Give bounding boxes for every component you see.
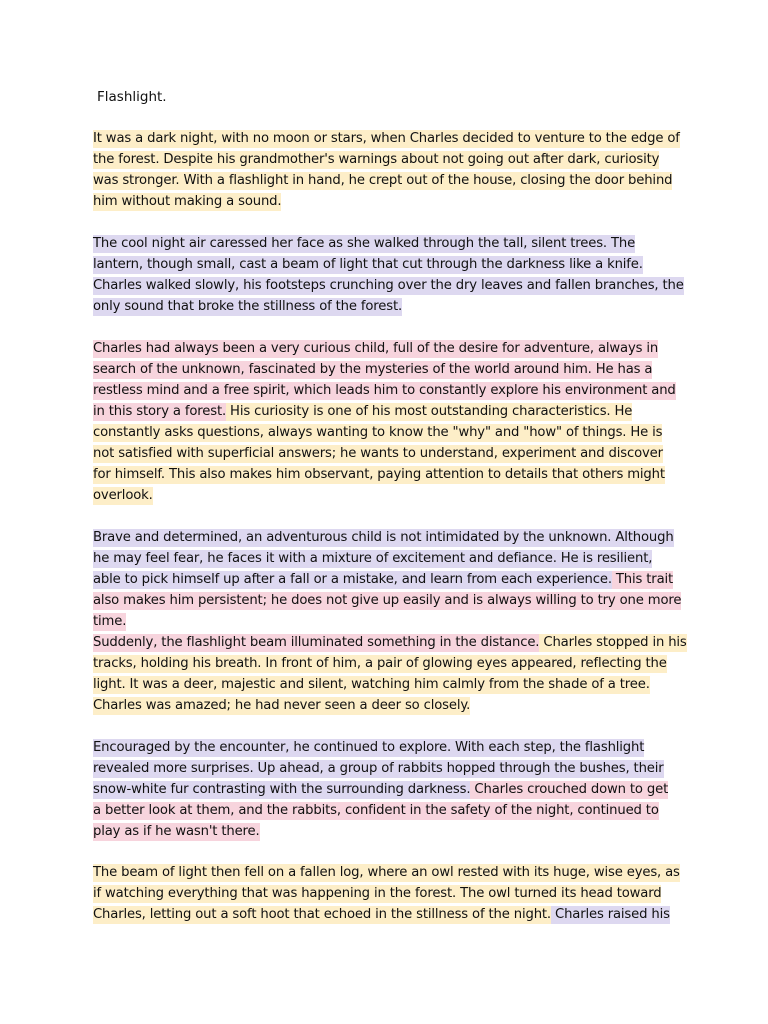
highlighted-segment-yellow: not satisfied with superficial answers; he wants to understand, experiment and discover xyxy=(93,446,663,461)
text-line xyxy=(93,233,635,254)
text-line xyxy=(93,821,260,842)
highlighted-segment-yellow: His curiosity is one of his most outstanding characteristics. He xyxy=(226,404,633,419)
highlighted-segment-purple: Charles walked slowly, his footsteps crunching over the dry leaves and fallen branches, the xyxy=(93,278,684,293)
text-line xyxy=(93,359,652,380)
highlighted-segment-yellow: Charles was amazed; he had never seen a deer so closely. xyxy=(93,698,471,713)
text-line xyxy=(93,779,668,800)
highlighted-segment-pink: also makes him persistent; he does not give up easily and is always willing to try one more xyxy=(93,593,682,608)
highlighted-segment-yellow: for himself. This also makes him observant, paying attention to details that others might xyxy=(93,467,665,482)
text-line xyxy=(93,548,652,569)
text-line xyxy=(93,674,650,695)
highlighted-segment-purple: able to pick himself up after a fall or a mistake, and learn from each experience. xyxy=(93,572,612,587)
text-line xyxy=(93,443,663,464)
highlighted-segment-yellow: him without making a sound. xyxy=(93,194,282,209)
highlighted-segment-yellow: It was a dark night, with no moon or stars, when Charles decided to venture to the edge of xyxy=(93,131,680,146)
highlighted-segment-purple: The cool night air caressed her face as she walked through the tall, silent trees. The xyxy=(93,236,636,251)
text-line xyxy=(93,800,659,821)
text-line xyxy=(93,338,658,359)
text-line xyxy=(93,611,126,632)
text-line xyxy=(93,170,672,191)
highlighted-segment-purple: Encouraged by the encounter, he continued to explore. With each step, the flashlight xyxy=(93,740,645,755)
highlighted-segment-purple: lantern, though small, cast a beam of light that cut through the darkness like a knife. xyxy=(93,257,643,272)
highlighted-segment-yellow: if watching everything that was happening in the forest. The owl turned its head toward xyxy=(93,886,662,901)
highlighted-segment-pink: a better look at them, and the rabbits, confident in the safety of the night, continued to xyxy=(93,803,659,818)
highlighted-segment-yellow: The beam of light then fell on a fallen log, where an owl rested with its huge, wise eyes, as xyxy=(93,865,680,880)
text-line xyxy=(93,569,673,590)
text-line xyxy=(93,296,402,317)
text-line xyxy=(93,191,281,212)
text-line xyxy=(93,632,687,653)
text-line xyxy=(93,422,662,443)
text-line xyxy=(93,527,674,548)
highlighted-segment-pink: time. xyxy=(93,614,127,629)
text-line xyxy=(93,758,664,779)
text-line xyxy=(93,128,680,149)
highlighted-segment-yellow: Charles stopped in his xyxy=(539,635,687,650)
highlighted-segment-yellow: constantly asks questions, always wanting to know the "why" and "how" of things. He is xyxy=(93,425,663,440)
highlighted-segment-yellow: light. It was a deer, majestic and silent, watching him calmly from the shade of a tree. xyxy=(93,677,650,692)
text-line xyxy=(93,883,661,904)
text-line xyxy=(93,254,643,275)
highlighted-segment-yellow: overlook. xyxy=(93,488,153,503)
highlighted-segment-pink: Charles had always been a very curious child, full of the desire for adventure, always in xyxy=(93,341,659,356)
highlighted-segment-yellow: tracks, holding his breath. In front of him, a pair of glowing eyes appeared, reflecting the xyxy=(93,656,667,671)
highlighted-segment-yellow: was stronger. With a flashlight in hand, he crept out of the house, closing the door behind xyxy=(93,173,673,188)
highlighted-segment-yellow: Charles, letting out a soft hoot that echoed in the stillness of the night. xyxy=(93,907,551,922)
highlighted-segment-pink: play as if he wasn't there. xyxy=(93,824,260,839)
text-line xyxy=(93,737,644,758)
text-line xyxy=(93,380,676,401)
highlighted-segment-pink: Charles crouched down to get xyxy=(470,782,669,797)
text-line xyxy=(93,401,632,422)
text-line xyxy=(93,590,681,611)
highlighted-segment-pink: restless mind and a free spirit, which leads him to constantly explore his environment and xyxy=(93,383,676,398)
highlighted-segment-purple: revealed more surprises. Up ahead, a group of rabbits hopped through the bushes, their xyxy=(93,761,664,776)
highlighted-segment-yellow: the forest. Despite his grandmother's warnings about not going out after dark, curiosity xyxy=(93,152,660,167)
highlighted-segment-pink: search of the unknown, fascinated by the mysteries of the world around him. He has a xyxy=(93,362,653,377)
text-line xyxy=(93,653,667,674)
highlighted-segment-pink: This trait xyxy=(611,572,674,587)
text-line xyxy=(93,695,470,716)
text-line xyxy=(93,485,153,506)
text-line xyxy=(93,904,670,925)
highlighted-segment-pink: in this story a forest. xyxy=(93,404,227,419)
highlighted-segment-purple: Charles raised his xyxy=(550,907,670,922)
text-line xyxy=(93,149,659,170)
text-line xyxy=(93,275,684,296)
highlighted-segment-purple: he may feel fear, he faces it with a mixture of excitement and defiance. He is resilient, xyxy=(93,551,653,566)
highlighted-segment-purple: snow-white fur contrasting with the surrounding darkness. xyxy=(93,782,471,797)
text-line xyxy=(93,464,665,485)
highlighted-segment-purple: Brave and determined, an adventurous child is not intimidated by the unknown. Although xyxy=(93,530,674,545)
document-title: Flashlight. xyxy=(97,89,167,105)
highlighted-segment-pink: Suddenly, the flashlight beam illuminated something in the distance. xyxy=(93,635,540,650)
highlighted-segment-purple: only sound that broke the stillness of the forest. xyxy=(93,299,403,314)
text-line xyxy=(93,862,680,883)
